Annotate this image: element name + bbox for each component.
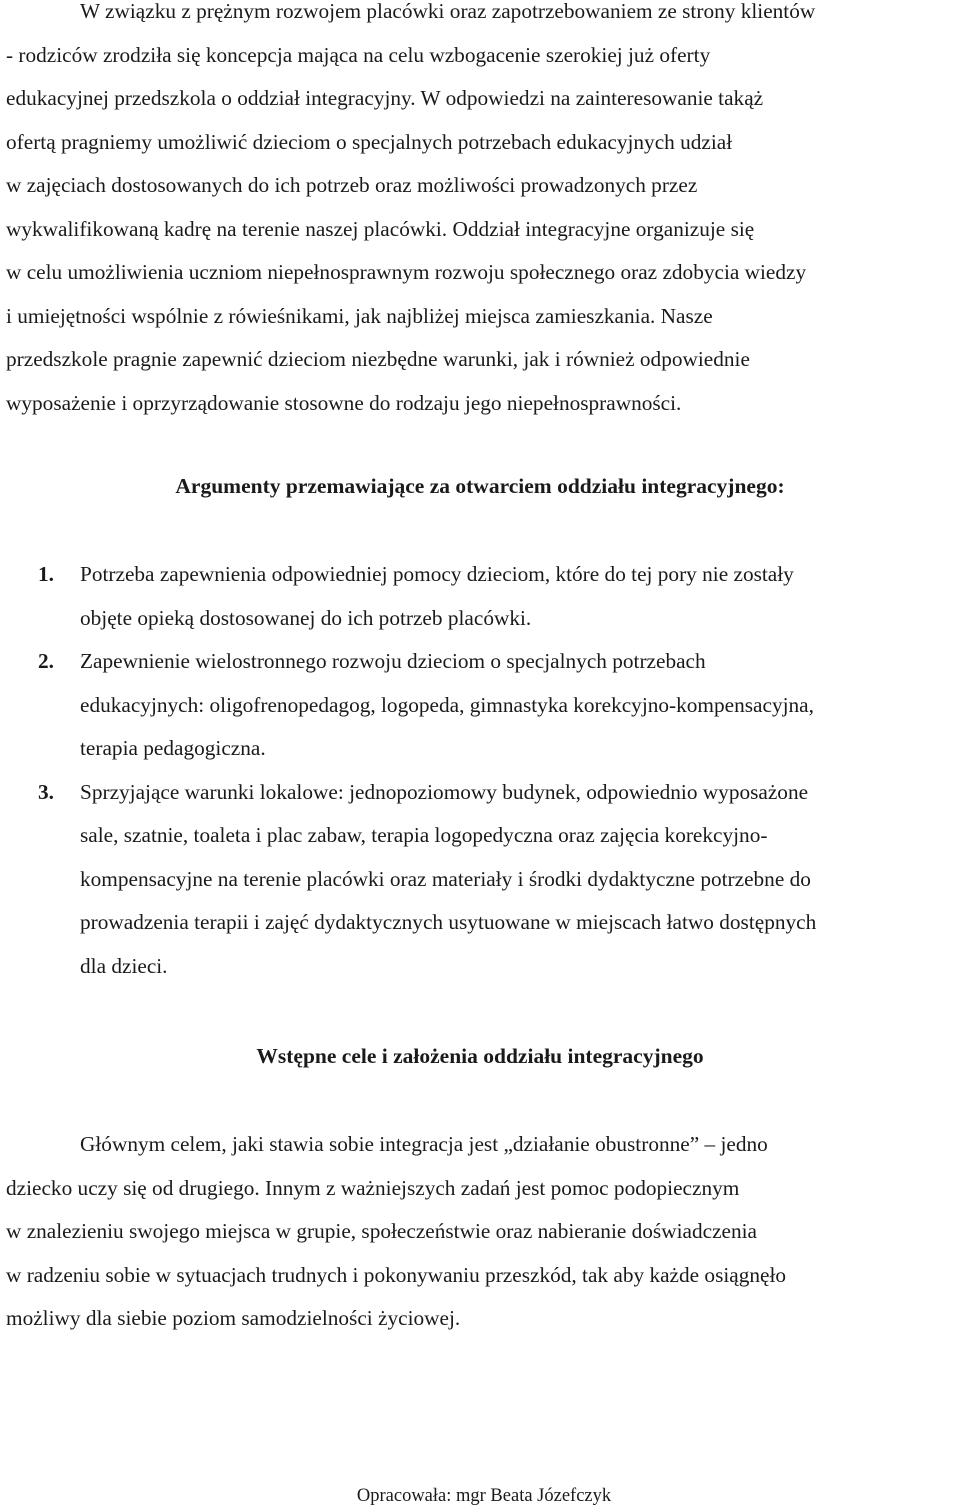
intro-line: W związku z prężnym rozwojem placówki oraz zapotrzebowaniem ze strony klientów bbox=[80, 0, 816, 23]
list-number: 1. bbox=[38, 562, 54, 586]
intro-line: i umiejętności wspólnie z rówieśnikami, jak najbliżej miejsca zamieszkania. Nasze bbox=[6, 303, 713, 328]
list-line: edukacyjnych: oligofrenopedagog, logopeda, gimnastyka korekcyjno-kompensacyjna, bbox=[80, 692, 814, 717]
list-line: Potrzeba zapewnienia odpowiedniej pomocy dzieciom, które do tej pory nie zostały bbox=[80, 562, 794, 586]
intro-line: ofertą pragniemy umożliwić dzieciom o specjalnych potrzebach edukacyjnych udział bbox=[6, 129, 733, 154]
intro-line: wykwalifikowaną kadrę na terenie naszej placówki. Oddział integracyjne organizuje się bbox=[6, 216, 755, 241]
list-line: sale, szatnie, toaleta i plac zabaw, terapia logopedyczna oraz zajęcia korekcyjno- bbox=[80, 823, 768, 847]
intro-line: w zajęciach dostosowanych do ich potrzeb oraz możliwości prowadzonych przez bbox=[6, 173, 698, 197]
list-line: objęte opieką dostosowanej do ich potrzeb placówki. bbox=[80, 605, 532, 630]
goals-line: w znalezieniu swojego miejsca w grupie, społeczeństwie oraz nabieranie doświadczenia bbox=[6, 1219, 757, 1243]
goals-heading: Wstępne cele i założenia oddziału integracyjnego bbox=[256, 1044, 704, 1068]
intro-line: - rodziców zrodziła się koncepcja mająca na celu wzbogacenie szerokiej już oferty bbox=[6, 42, 711, 67]
list-item bbox=[0, 553, 960, 640]
goals-line: w radzeniu sobie w sytuacjach trudnych i pokonywaniu przeszkód, tak aby każde osiągnęło bbox=[6, 1262, 787, 1287]
arguments-heading: Argumenty przemawiające za otwarciem oddziału integracyjnego: bbox=[175, 474, 785, 498]
author-footer: Opracowała: mgr Beata Józefczyk bbox=[356, 1486, 612, 1506]
intro-line: edukacyjnej przedszkola o oddział integracyjny. W odpowiedzi na zainteresowanie takąż bbox=[6, 86, 764, 110]
list-item bbox=[0, 640, 960, 771]
goals-line: Głównym celem, jaki stawia sobie integracja jest „działanie obustronne” – jedno bbox=[80, 1132, 768, 1156]
goals-line: możliwy dla siebie poziom samodzielności życiowej. bbox=[6, 1306, 461, 1330]
list-line: dla dzieci. bbox=[80, 953, 168, 978]
list-line: Zapewnienie wielostronnego rozwoju dzieciom o specjalnych potrzebach bbox=[80, 649, 706, 673]
intro-line: w celu umożliwienia uczniom niepełnosprawnym rozwoju społecznego oraz zdobycia wiedzy bbox=[6, 260, 807, 284]
list-number: 2. bbox=[38, 649, 54, 673]
list-line: kompensacyjne na terenie placówki oraz materiały i środki dydaktyczne potrzebne do bbox=[80, 866, 811, 891]
list-number: 3. bbox=[38, 779, 54, 804]
list-line: Sprzyjające warunki lokalowe: jednopoziomowy budynek, odpowiednio wyposażone bbox=[80, 779, 809, 804]
goals-paragraph bbox=[6, 1123, 960, 1341]
intro-line: przedszkole pragnie zapewnić dzieciom niezbędne warunki, jak i również odpowiednie bbox=[6, 347, 750, 371]
arguments-list bbox=[0, 553, 960, 988]
intro-line: wyposażenie i oprzyrządowanie stosowne do rodzaju jego niepełnosprawności. bbox=[6, 390, 682, 415]
list-item bbox=[0, 771, 960, 989]
intro-paragraph bbox=[6, 0, 960, 425]
list-line: terapia pedagogiczna. bbox=[80, 736, 266, 760]
goals-line: dziecko uczy się od drugiego. Innym z ważniejszych zadań jest pomoc podopiecznym bbox=[6, 1175, 740, 1200]
list-line: prowadzenia terapii i zajęć dydaktycznych usytuowane w miejscach łatwo dostępnych bbox=[80, 910, 817, 934]
